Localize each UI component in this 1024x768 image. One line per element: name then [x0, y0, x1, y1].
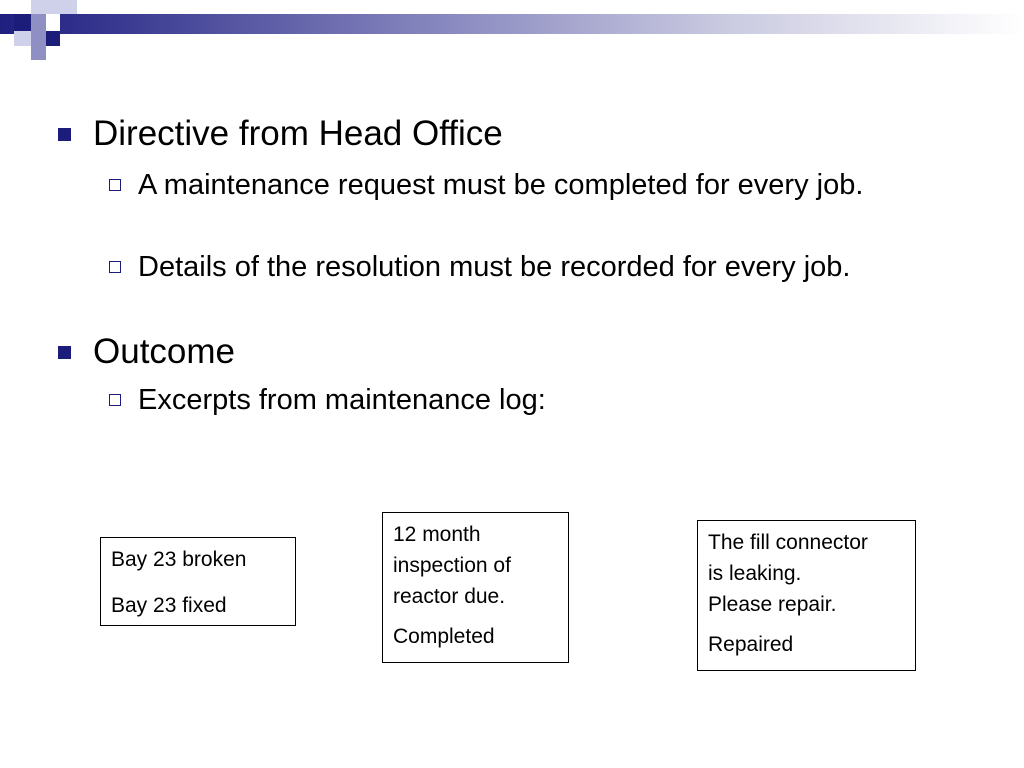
- hollow-square-bullet-icon: [109, 179, 121, 191]
- log-entry-fill-connector: [697, 520, 916, 671]
- square-bullet-icon: [58, 128, 71, 141]
- log-resolution: Repaired: [708, 633, 794, 656]
- log-request-line: The fill connector: [708, 531, 868, 554]
- decor-square-white: [46, 14, 60, 31]
- decor-square-mid: [31, 46, 46, 60]
- hollow-square-bullet-icon: [109, 394, 121, 406]
- log-request-line: 12 month: [393, 523, 481, 546]
- decor-square-dark: [46, 31, 60, 46]
- log-request-line: inspection of: [393, 554, 511, 577]
- decor-square-light: [31, 0, 46, 14]
- decor-square-light: [60, 0, 77, 14]
- sub-bullet-text: Excerpts from maintenance log:: [138, 384, 546, 416]
- decor-square-mid: [31, 14, 46, 31]
- decor-square-dark: [14, 14, 31, 31]
- bullet-text: Directive from Head Office: [93, 114, 503, 153]
- decor-square-light: [46, 0, 60, 14]
- sub-bullet-text: Details of the resolution must be recorded for every job.: [138, 251, 851, 283]
- hollow-square-bullet-icon: [109, 261, 121, 273]
- log-entry-bay-23: [100, 537, 296, 626]
- log-request-line: reactor due.: [393, 585, 506, 608]
- log-entry-reactor-inspection: [382, 512, 569, 663]
- log-request-line: Please repair.: [708, 593, 837, 616]
- log-request-line: is leaking.: [708, 562, 802, 585]
- sub-bullet-text: A maintenance request must be completed for every job.: [138, 169, 864, 201]
- decor-square-light: [14, 31, 31, 46]
- header-gradient-band: [0, 14, 1024, 34]
- bullet-text: Outcome: [93, 332, 235, 371]
- decor-square-mid: [31, 31, 46, 46]
- log-request-line: Bay 23 broken: [111, 548, 247, 571]
- square-bullet-icon: [58, 346, 71, 359]
- log-resolution: Bay 23 fixed: [111, 594, 227, 617]
- log-resolution: Completed: [393, 625, 495, 648]
